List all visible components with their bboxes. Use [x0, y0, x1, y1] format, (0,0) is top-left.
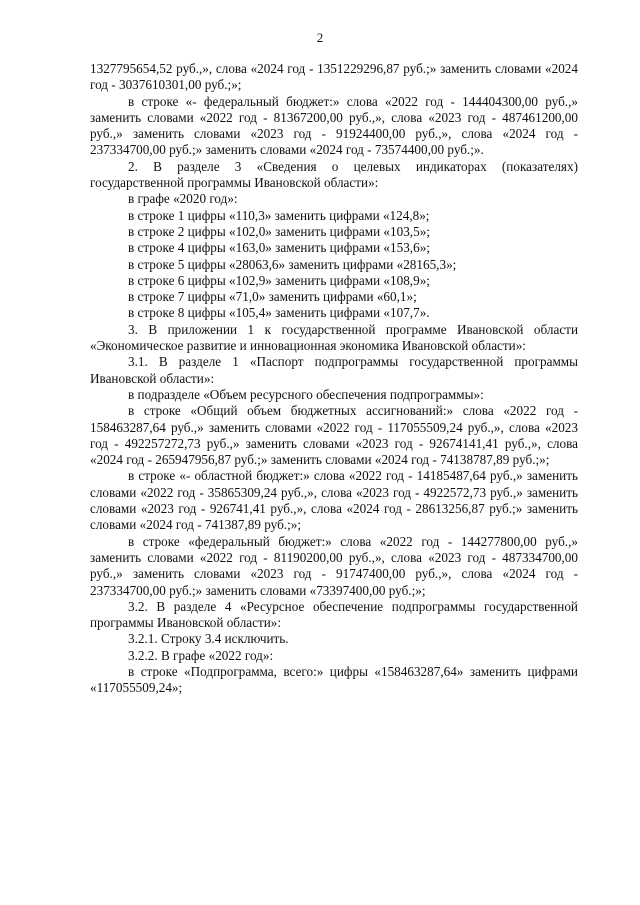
paragraph: в строке «- областной бюджет:» слова «2022 год - 14185487,64 руб.,» заменить словами «2022 год - 35865309,24 руб.,», слова «2023 год - 4922572,73 руб.,» заменить словами «2023 год - 926741,41 руб.,», слова «2024 год - 28613256,87 руб.;» заменить словами «2024 год - 741387,89 руб.;»; [90, 468, 578, 533]
paragraph: в строке «Общий объем бюджетных ассигнований:» слова «2022 год - 158463287,64 руб.,» заменить словами «2022 год - 117055509,24 руб.,», слова «2023 год - 492257272,73 руб.,» заменить словами «2023 год - 92674141,41 руб.,», слова «2024 год - 265947956,87 руб.;» заменить словами «2024 год - 74138787,89 руб.;»; [90, 403, 578, 468]
list-item: в строке 7 цифры «71,0» заменить цифрами «60,1»; [128, 289, 417, 305]
list-item: 3.2.1. Строку 3.4 исключить. [128, 631, 289, 647]
paragraph: в строке «- федеральный бюджет:» слова «2022 год - 144404300,00 руб.,» заменить словами «2022 год - 81367200,00 руб.,», слова «2023 год - 487461200,00 руб.,» заменить словами «2023 год - 91924400,00 руб.,», слова «2024 год - 237334700,00 руб.;» заменить словами «2024 год - 73574400,00 руб.;». [90, 93, 578, 158]
paragraph: 1327795654,52 руб.,», слова «2024 год - 1351229296,87 руб.;» заменить словами «2024 год - 3037610301,00 руб.;»; [90, 61, 578, 93]
section-heading: 3. В приложении 1 к государственной программе Ивановской области «Экономическое развитие и инновационная экономика Ивановской области»: [90, 321, 578, 354]
list-item: в строке 4 цифры «163,0» заменить цифрами «153,6»; [128, 240, 430, 256]
paragraph: в строке «Подпрограмма, всего:» цифры «158463287,64» заменить цифрами «117055509,24»; [90, 663, 578, 696]
list-item: в строке 6 цифры «102,9» заменить цифрами «108,9»; [128, 272, 430, 288]
list-item: в строке 1 цифры «110,3» заменить цифрами «124,8»; [128, 207, 430, 223]
paragraph: в подразделе «Объем ресурсного обеспечения подпрограммы»: [128, 386, 484, 402]
document-body [90, 61, 578, 697]
section-heading: 2. В разделе 3 «Сведения о целевых индикаторах (показателях) государственной программы Ивановской области»: [90, 158, 578, 191]
list-item: в строке 8 цифры «105,4» заменить цифрами «107,7». [128, 305, 430, 321]
subsection-heading: 3.1. В разделе 1 «Паспорт подпрограммы государственной программы Ивановской области»: [90, 354, 578, 386]
paragraph: в строке «федеральный бюджет:» слова «2022 год - 144277800,00 руб.,» заменить словами «2022 год - 81190200,00 руб.,», слова «2023 год - 487334700,00 руб.,» заменить словами «2023 год - 91747400,00 руб.,», слова «2024 год - 237334700,00 руб.;» заменить словами «73397400,00 руб.;»; [90, 533, 578, 598]
list-item: 3.2.2. В графе «2022 год»: [128, 647, 274, 663]
page-number: 2 [316, 30, 324, 45]
list-item: в строке 2 цифры «102,0» заменить цифрами «103,5»; [128, 223, 430, 239]
list-item: в графе «2020 год»: [128, 191, 238, 207]
list-item: в строке 5 цифры «28063,6» заменить цифрами «28165,3»; [128, 256, 457, 272]
subsection-heading: 3.2. В разделе 4 «Ресурсное обеспечение подпрограммы государственной программы Ивановской области»: [90, 598, 578, 631]
